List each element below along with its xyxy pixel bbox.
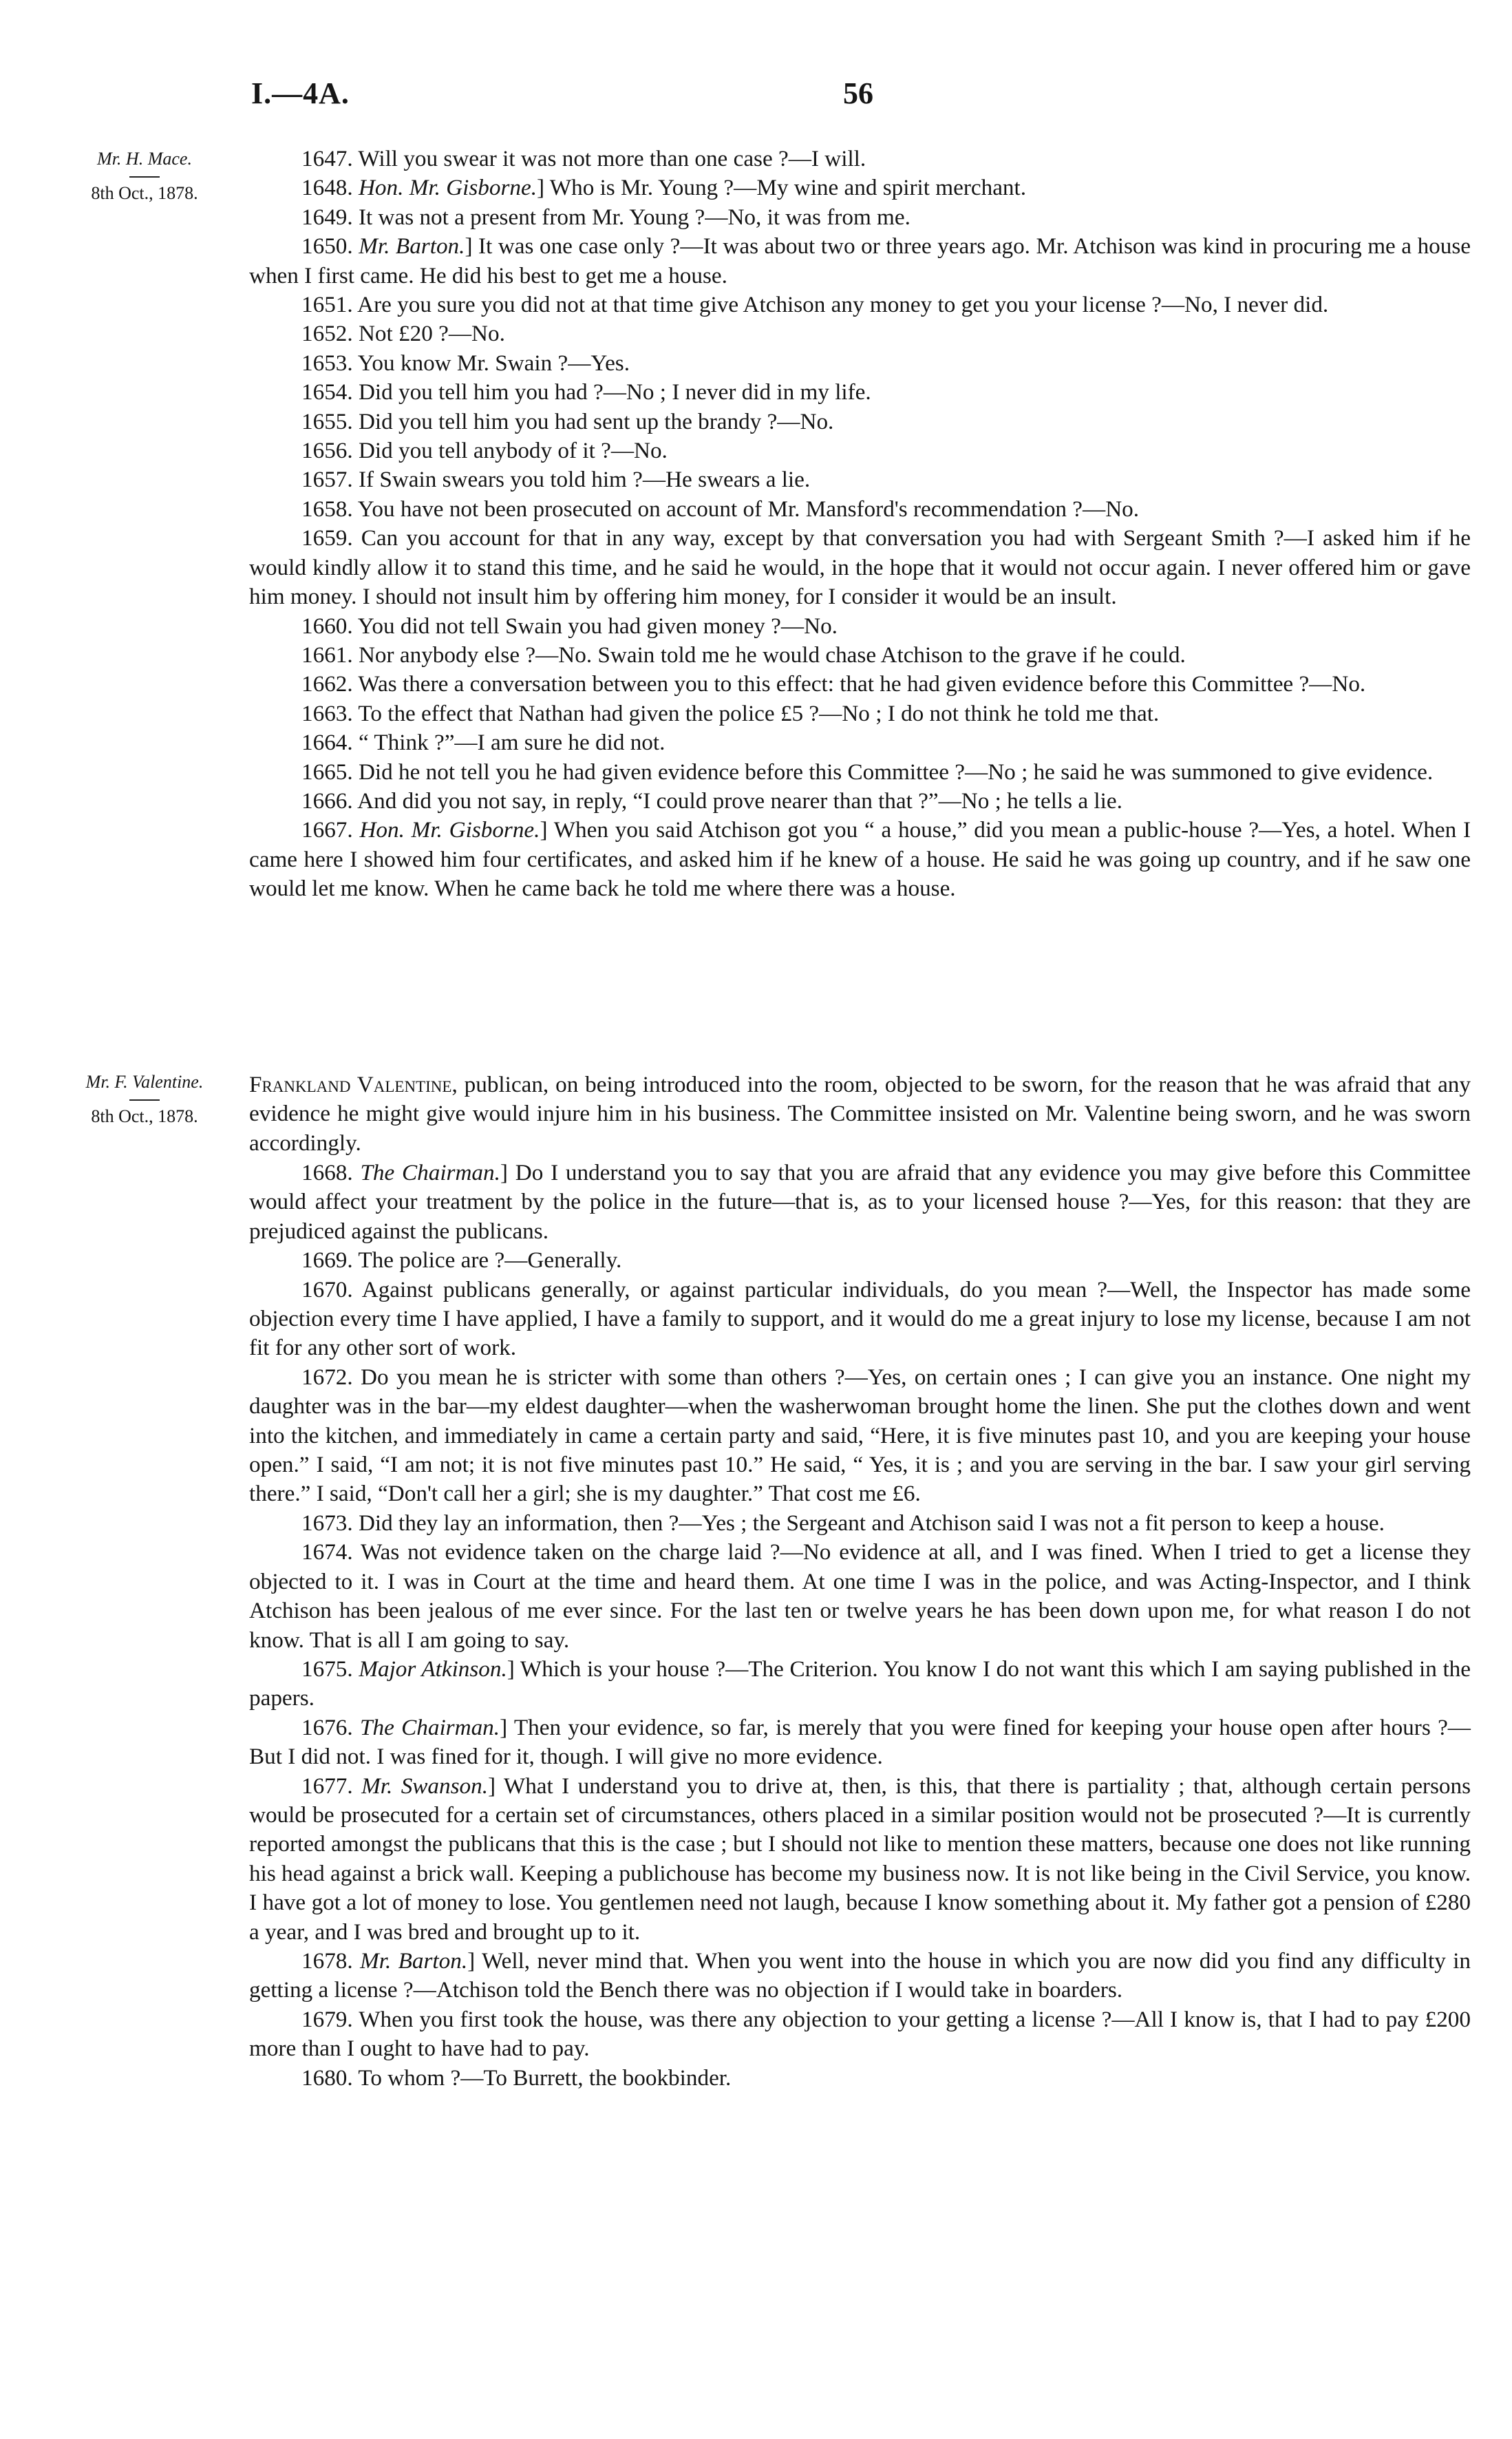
question-paragraph — [249, 2064, 1471, 2093]
margin-rule — [129, 176, 160, 178]
question-paragraph — [249, 1276, 1471, 1363]
document-reference: I.—4A. — [251, 76, 350, 110]
question-text: Did you tell him you had sent up the brandy ?—No. — [358, 408, 834, 434]
question-text: You have not been prosecuted on account of Mr. Mansford's recommendation ?—No. — [357, 496, 1140, 522]
question-paragraph — [249, 1509, 1471, 1538]
question-text: You know Mr. Swain ?—Yes. — [357, 350, 630, 376]
question-number: 1663. — [301, 700, 353, 726]
question-text: When you first took the house, was there any objection to your getting a license ?—All I know is, that I had to pay £200 more than I ought to have had to pay. — [249, 2006, 1471, 2062]
question-number: 1657. — [301, 467, 353, 493]
question-text: ] What I understand you to drive at, then, is this, that there is partiality ; that, although certain persons would be prosecuted for a certain set of circumstances, others placed in a similar position would not be prosecuted ?—It is currently reported amongst the publicans that this is the case ; but I should not like to mention these matters, because one does not like running his head against a brick wall. Keeping a publichouse has become my business now. It is not like being in the Civil Service, you know. I have got a lot of money to lose. You gentlemen need not laugh, because I know something about it. My father got a pension of £280 a year, and I was bred and brought up to it. — [249, 1773, 1471, 1945]
question-number: 1656. — [301, 438, 353, 464]
question-number: 1658. — [301, 496, 353, 522]
question-text: The police are ?—Generally. — [358, 1247, 622, 1274]
speaker-name: Mr. Barton. — [360, 1947, 468, 1974]
question-text: And did you not say, in reply, “I could prove nearer than that ?”—No ; he tells a lie. — [357, 788, 1122, 814]
speaker-name: Mr. Swanson. — [361, 1773, 489, 1799]
question-text: ] Well, never mind that. When you went into the house in which you are now did you find any difficulty in getting a license ?—Atchison told the Bench there was no objection if I would take in boarders. — [249, 1947, 1471, 2003]
question-paragraph — [249, 758, 1471, 787]
witness-name: Frankland Valentine — [249, 1072, 452, 1097]
question-paragraph — [249, 1655, 1471, 1713]
question-text: “ Think ?”—I am sure he did not. — [358, 730, 666, 756]
question-number: 1654. — [301, 379, 353, 405]
question-text: To the effect that Nathan had given the police £5 ?—No ; I do not think he told me that. — [358, 700, 1160, 726]
question-paragraph — [249, 1246, 1471, 1275]
question-text: Are you sure you did not at that time give Atchison any money to get you your license ?—No, I never did. — [357, 292, 1329, 318]
question-paragraph — [249, 612, 1471, 641]
question-text: If Swain swears you told him ?—He swears a lie. — [358, 467, 811, 493]
question-text: Nor anybody else ?—No. Swain told me he would chase Atchison to the grave if he could. — [358, 642, 1186, 668]
speaker-name: The Chairman. — [360, 1714, 500, 1740]
question-paragraph — [249, 1772, 1471, 1947]
question-paragraph — [249, 319, 1471, 348]
question-text: ] It was one case only ?—It was about two or three years ago. Mr. Atchison was kind in procuring me a house when I first came. He did his best to get me a house. — [249, 233, 1471, 288]
question-paragraph — [249, 2005, 1471, 2064]
question-number: 1648. — [301, 175, 353, 201]
question-text: Can you account for that in any way, except by that conversation you had with Sergeant Smith ?—I asked him if he would kindly allow it to stand this time, and he said he would, in the hope that it would not occur again. I never offered him or gave him money. I should not insult him by offering him money, for I consider it would be an insult. — [249, 525, 1471, 610]
question-paragraph — [249, 495, 1471, 524]
question-text: Was not evidence taken on the charge laid ?—No evidence at all, and I was fined. When I tried to get a license they objected to it. I was in Court at the time and heard them. At one time I was in the police, and was Acting-Inspector, and I think Atchison has been jealous of me ever since. For the last ten or twelve years he has been down upon me, for what reason I do not know. That is all I am going to say. — [249, 1539, 1471, 1653]
margin-date: 8th Oct., 1878. — [91, 183, 198, 203]
question-text: It was not a present from Mr. Young ?—No, it was from me. — [358, 204, 911, 230]
question-paragraph — [249, 787, 1471, 816]
question-number: 1675. — [301, 1656, 353, 1682]
question-number: 1669. — [301, 1247, 353, 1274]
question-text: Will you swear it was not more than one case ?—I will. — [358, 146, 866, 171]
margin-witness-name: Mr. H. Mace. — [97, 149, 192, 169]
page-number: 56 — [843, 76, 873, 110]
question-paragraph — [249, 1363, 1471, 1509]
margin-witness-name: Mr. F. Valentine. — [85, 1072, 204, 1092]
question-paragraph — [249, 1538, 1471, 1655]
question-number: 1652. — [301, 321, 353, 347]
question-number: 1672. — [301, 1364, 353, 1390]
question-paragraph — [249, 173, 1471, 202]
question-paragraph — [249, 378, 1471, 407]
question-number: 1670. — [301, 1276, 353, 1302]
witness-introduction — [249, 1070, 1471, 1158]
question-text: ] Which is your house ?—The Criterion. You know I do not want this which I am saying published in the papers. — [249, 1656, 1471, 1711]
question-text: ] Do I understand you to say that you are afraid that any evidence you may give before this Committee would affect your treatment by the police in the future—that is, as to your licensed house ?—Yes, for this reason: that they are prejudiced against the publicans. — [249, 1160, 1471, 1244]
question-paragraph — [249, 699, 1471, 728]
question-text: Do you mean he is stricter with some than others ?—Yes, on certain ones ; I can give you an instance. One night my daughter was in the bar—my eldest daughter—when the washerwoman brought home the linen. She put the clothes down and went into the kitchen, and immediately in came a certain party and said, “Here, it is five minutes past 10, and you are keeping your house open.” I said, “I am not; it is not five minutes past 10.” He said, “ Yes, it is ; and you are serving in the bar. I saw your girl serving there.” I said, “Don't call her a girl; she is my daughter.” That cost me £6. — [249, 1364, 1471, 1507]
speaker-name: Major Atkinson. — [359, 1656, 507, 1682]
speaker-name: The Chairman. — [360, 1160, 500, 1185]
margin-note-valentine — [48, 1069, 241, 1130]
question-paragraph — [249, 465, 1471, 494]
margin-note-mace — [48, 146, 241, 207]
question-paragraph — [249, 816, 1471, 903]
question-number: 1678. — [301, 1947, 353, 1974]
question-text: To whom ?—To Burrett, the bookbinder. — [358, 2065, 732, 2091]
page-header — [251, 76, 1469, 117]
question-paragraph — [249, 670, 1471, 699]
question-text: Did you tell anybody of it ?—No. — [358, 438, 668, 464]
question-number: 1673. — [301, 1510, 353, 1536]
question-number: 1653. — [301, 350, 353, 376]
question-number: 1668. — [301, 1160, 353, 1185]
speaker-name: Hon. Mr. Gisborne. — [358, 175, 537, 201]
question-number: 1651. — [301, 292, 353, 318]
question-number: 1650. — [301, 233, 353, 260]
question-number: 1674. — [301, 1539, 353, 1565]
question-number: 1661. — [301, 642, 353, 668]
question-paragraph — [249, 728, 1471, 757]
question-text: Against publicans generally, or against particular individuals, do you mean ?—Well, the Inspector has made some objection every time I have applied, I have a family to support, and it would do me a great injury to lose my license, because I am not fit for any other sort of work. — [249, 1276, 1471, 1361]
question-paragraph — [249, 524, 1471, 611]
question-paragraph — [249, 1159, 1471, 1246]
introduction-text: , publican, on being introduced into the room, objected to be sworn, for the reason that he was afraid that any evidence he might give would injure him in his business. The Committee insisted on Mr. Valentine being sworn, and he was sworn accordingly. — [249, 1072, 1471, 1156]
question-number: 1680. — [301, 2065, 353, 2091]
question-paragraph — [249, 408, 1471, 436]
question-number: 1677. — [301, 1773, 353, 1799]
question-number: 1667. — [301, 817, 353, 843]
question-text: ] Then your evidence, so far, is merely that you were fined for keeping your house open after hours ?—But I did not. I was fined for it, though. I will give no more evidence. — [249, 1714, 1471, 1770]
question-number: 1655. — [301, 408, 353, 434]
question-number: 1679. — [301, 2006, 353, 2032]
question-number: 1659. — [301, 525, 353, 551]
question-text: Did he not tell you he had given evidence before this Committee ?—No ; he said he was summoned to give evidence. — [358, 759, 1434, 785]
question-number: 1664. — [301, 730, 353, 756]
question-number: 1660. — [301, 613, 353, 639]
question-number: 1662. — [301, 671, 353, 697]
question-paragraph — [249, 641, 1471, 670]
question-number: 1666. — [301, 788, 353, 814]
question-number: 1676. — [301, 1714, 353, 1740]
question-paragraph — [249, 349, 1471, 378]
question-text: Not £20 ?—No. — [358, 321, 505, 347]
evidence-section-mace — [249, 145, 1471, 904]
margin-rule — [129, 1099, 160, 1101]
speaker-name: Hon. Mr. Gisborne. — [359, 817, 540, 843]
question-paragraph — [249, 203, 1471, 232]
question-number: 1647. — [301, 146, 353, 171]
question-paragraph — [249, 145, 1471, 173]
question-text: Did you tell him you had ?—No ; I never did in my life. — [358, 379, 871, 405]
question-text: You did not tell Swain you had given money ?—No. — [357, 613, 838, 639]
question-text: ] Who is Mr. Young ?—My wine and spirit merchant. — [537, 175, 1027, 201]
question-paragraph — [249, 436, 1471, 465]
question-paragraph — [249, 1947, 1471, 2005]
margin-date: 8th Oct., 1878. — [91, 1106, 198, 1126]
question-number: 1649. — [301, 204, 353, 230]
question-text: ] When you said Atchison got you “ a house,” did you mean a public-house ?—Yes, a hotel. When I came here I showed him four certificates, and asked him if he knew of a house. He said he was going up country, and if he saw one would let me know. When he came back he told me where there was a house. — [249, 817, 1471, 902]
introduction-paragraph — [249, 1070, 1471, 1158]
question-text: Was there a conversation between you to this effect: that he had given evidence before this Committee ?—No. — [358, 671, 1366, 697]
evidence-section-valentine — [249, 1159, 1471, 2093]
question-number: 1665. — [301, 759, 353, 785]
question-text: Did they lay an information, then ?—Yes ; the Sergeant and Atchison said I was not a fit person to keep a house. — [358, 1510, 1385, 1536]
speaker-name: Mr. Barton. — [359, 233, 465, 260]
question-paragraph — [249, 291, 1471, 319]
question-paragraph — [249, 232, 1471, 291]
question-paragraph — [249, 1713, 1471, 1772]
